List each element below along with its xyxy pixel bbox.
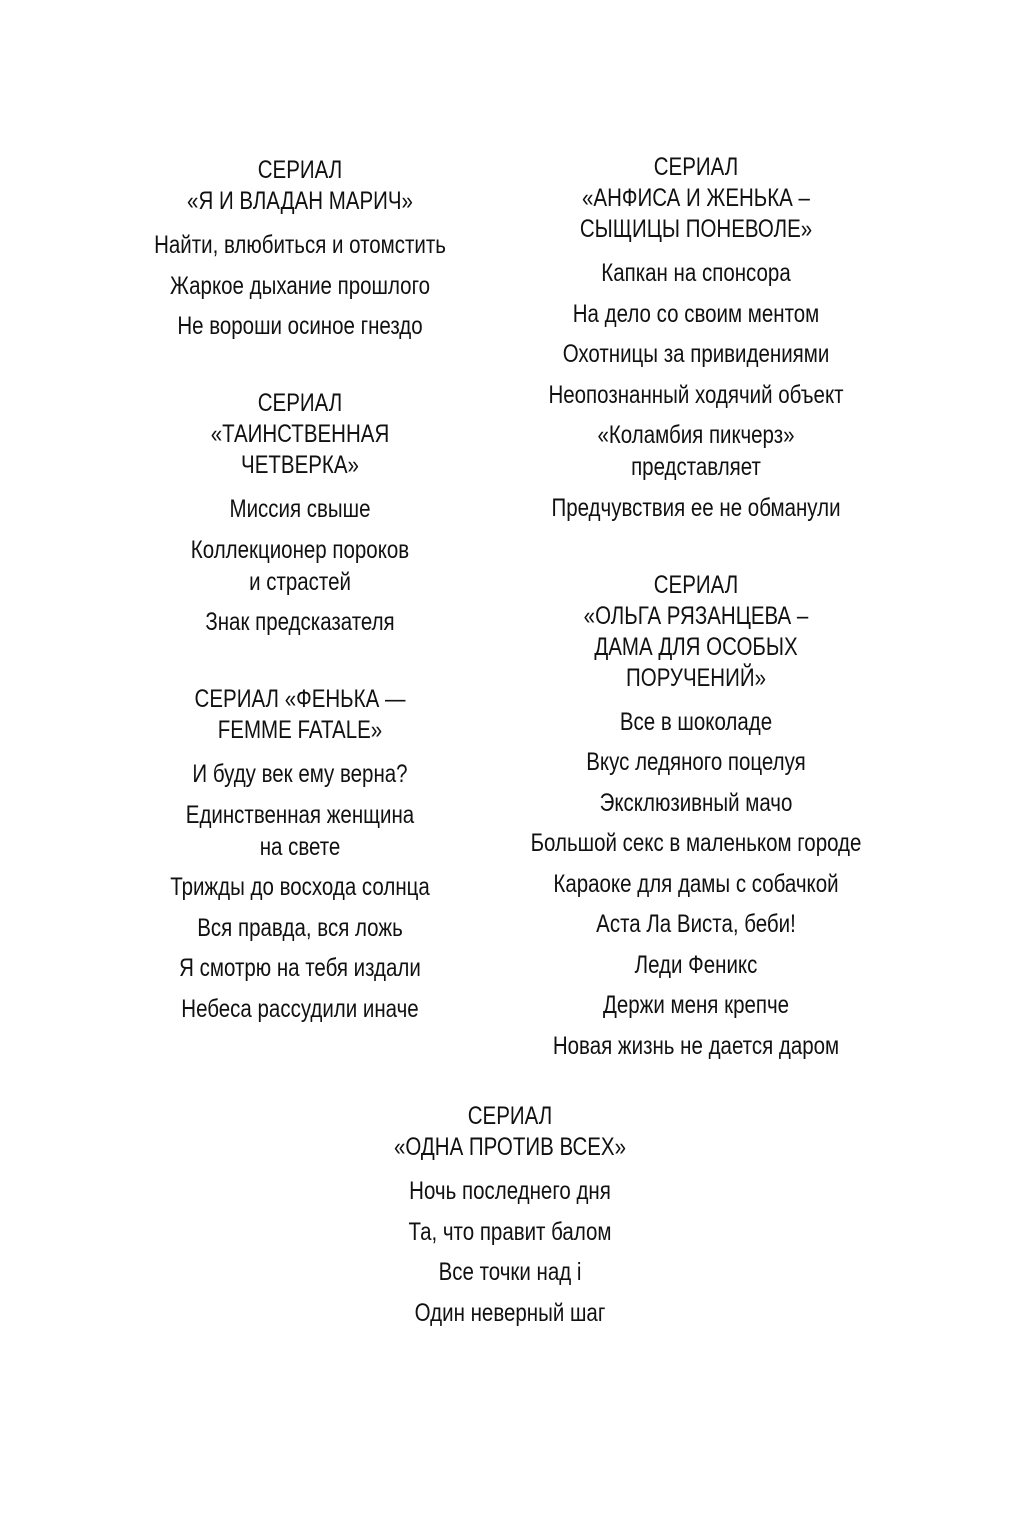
series-heading-line: СЕРИАЛ [653, 570, 739, 599]
series-heading-line: СЕРИАЛ [257, 389, 343, 417]
book-title-line: Знак предсказателя [205, 608, 395, 636]
series-heading-line: «ОЛЬГА РЯЗАНЦЕВА – [583, 601, 809, 630]
series-block [313, 1101, 707, 1329]
book-title [499, 908, 893, 940]
book-title [499, 492, 893, 524]
book-title-line: «Коламбия пикчерз» [597, 421, 795, 449]
book-title-line: Трижды до восхода солнца [170, 873, 430, 901]
book-title-line: Единственная женщина [185, 800, 415, 829]
series-block [103, 155, 497, 342]
series-heading-line: «ТАИНСТВЕННАЯ [210, 420, 390, 448]
book-title-line: Аста Ла Виста, беби! [596, 910, 796, 938]
book-title-line: Не вороши осиное гнездо [177, 312, 423, 340]
book-title [103, 799, 497, 863]
book-title [499, 949, 893, 981]
series-heading-line: СЫЩИЦЫ ПОНЕВОЛЕ» [579, 215, 813, 243]
series-heading-line: СЕРИАЛ [257, 156, 343, 184]
book-title [499, 338, 893, 370]
book-title-line: Леди Феникс [634, 950, 758, 979]
book-title-line: и страстей [249, 567, 351, 596]
book-title [103, 534, 497, 598]
book-title-line: Вкус ледяного поцелуя [586, 748, 806, 776]
series-heading-line: ЧЕТВЕРКА» [241, 451, 359, 479]
book-title-line: Охотницы за привидениями [562, 340, 830, 368]
book-title-line: Ночь последнего дня [409, 1177, 611, 1205]
series-heading-line: ПОРУЧЕНИЙ» [626, 663, 766, 692]
book-title-line: Жаркое дыхание прошлого [169, 271, 431, 300]
series-heading-line: «Я И ВЛАДАН МАРИЧ» [187, 187, 413, 215]
series-heading-line: СЕРИАЛ [653, 153, 739, 181]
book-title-line: Новая жизнь не дается даром [552, 1031, 840, 1060]
book-title-line: Все точки над i [438, 1258, 582, 1286]
bottom-column [313, 1101, 707, 1375]
book-title-line: Вся правда, вся ложь [197, 913, 403, 942]
book-title [499, 379, 893, 411]
book-title-line: Эксклюзивный мачо [599, 788, 793, 817]
book-title-line: Коллекционер пороков [190, 535, 410, 564]
left-column [103, 155, 497, 1071]
book-title [103, 871, 497, 903]
book-title-line: Небеса рассудили иначе [181, 994, 419, 1023]
book-title [313, 1256, 707, 1288]
book-title-line: Караоке для дамы с собачкой [553, 869, 839, 898]
series-heading [103, 155, 497, 217]
book-title-line: На дело со своим ментом [572, 299, 820, 328]
book-title [103, 229, 497, 261]
book-title [313, 1297, 707, 1329]
series-block [499, 570, 893, 1062]
series-heading-line: СЕРИАЛ [467, 1102, 553, 1130]
book-title [103, 758, 497, 790]
book-title [103, 310, 497, 342]
book-title-line: И буду век ему верна? [192, 760, 408, 788]
series-heading [499, 570, 893, 694]
series-block [103, 684, 497, 1025]
book-title [103, 912, 497, 944]
book-title [103, 952, 497, 984]
book-title [499, 746, 893, 778]
book-title [103, 606, 497, 638]
book-title [103, 493, 497, 525]
series-heading-line: СЕРИАЛ «ФЕНЬКА — [194, 685, 406, 713]
book-title [499, 1030, 893, 1062]
book-title-line: Все в шоколаде [619, 707, 773, 736]
series-heading [103, 388, 497, 481]
book-title-line: представляет [631, 453, 761, 481]
series-heading-line: ДАМА ДЛЯ ОСОБЫХ [594, 632, 798, 661]
book-title [313, 1175, 707, 1207]
book-title-line: Капкан на спонсора [601, 259, 791, 287]
book-title [499, 868, 893, 900]
book-title-line: Держи меня крепче [602, 991, 790, 1019]
right-column [499, 152, 893, 1108]
book-title [103, 993, 497, 1025]
book-title-line: Неопознанный ходячий объект [548, 380, 844, 409]
book-title [499, 787, 893, 819]
book-title [313, 1216, 707, 1248]
series-heading-line: FEMME FATALE» [217, 716, 383, 744]
book-title-line: Предчувствия ее не обманули [551, 493, 841, 522]
book-title [499, 298, 893, 330]
book-title-line: Найти, влюбиться и отомстить [154, 231, 446, 259]
series-heading [313, 1101, 707, 1163]
series-heading-line: «АНФИСА И ЖЕНЬКА – [582, 184, 810, 212]
book-title [499, 419, 893, 483]
series-heading [499, 152, 893, 245]
series-heading [103, 684, 497, 746]
series-heading-line: «ОДНА ПРОТИВ ВСЕХ» [393, 1133, 627, 1161]
series-block [103, 388, 497, 638]
book-title-line: Я смотрю на тебя издали [179, 954, 421, 982]
book-title [499, 989, 893, 1021]
book-title [103, 270, 497, 302]
book-title-line: Большой секс в маленьком городе [530, 829, 862, 857]
book-title [499, 827, 893, 859]
series-block [499, 152, 893, 524]
book-title-line: Один неверный шаг [414, 1298, 606, 1327]
book-title-line: Миссия свыше [229, 495, 371, 523]
book-title-line: на свете [259, 832, 341, 861]
book-title [499, 706, 893, 738]
book-title [499, 257, 893, 289]
book-title-line: Та, что правит балом [408, 1217, 612, 1246]
